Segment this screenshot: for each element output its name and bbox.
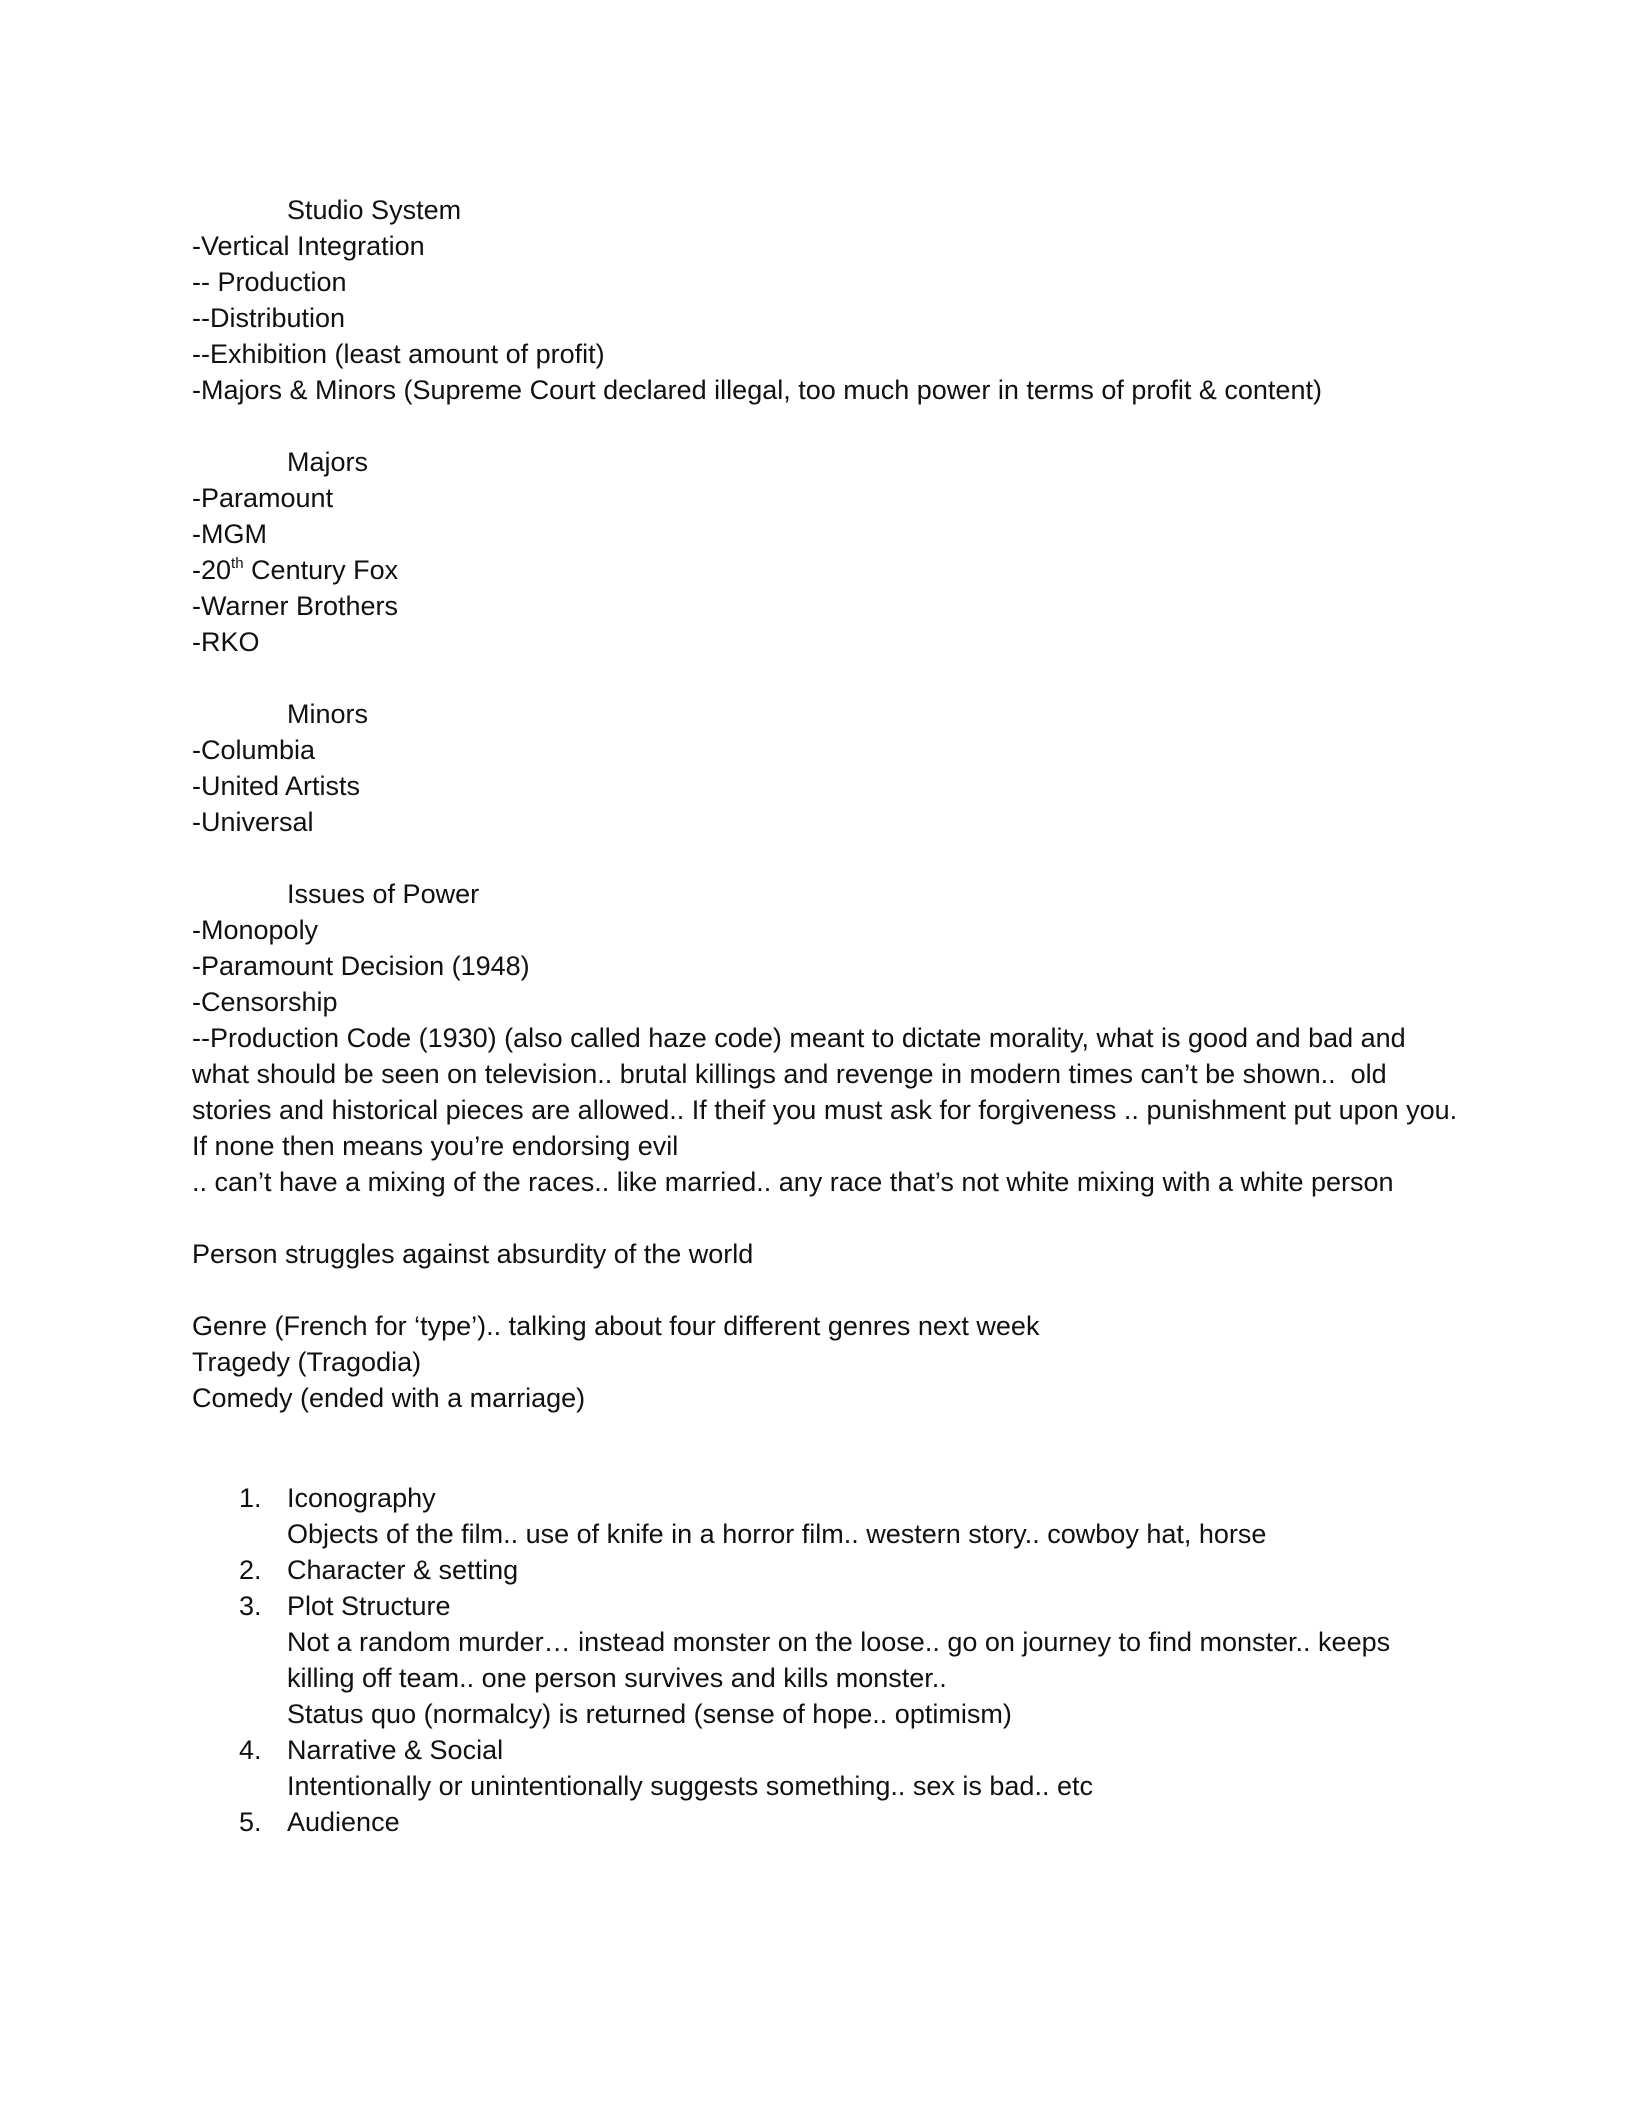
list-item bbox=[192, 1480, 1462, 1552]
list-number: 1. bbox=[239, 1483, 262, 1513]
spacer bbox=[192, 408, 1462, 444]
absurdity-line: Person struggles against absurdity of the world bbox=[192, 1239, 754, 1269]
section-heading: Studio System bbox=[287, 195, 462, 225]
studio-system-section bbox=[192, 192, 1462, 408]
list-item: -Vertical Integration bbox=[192, 231, 425, 261]
spacer bbox=[192, 1272, 1462, 1308]
fox-superscript: th bbox=[231, 555, 244, 572]
list-item-fox bbox=[192, 552, 1462, 588]
list-item: -Monopoly bbox=[192, 915, 319, 945]
list-item: -Censorship bbox=[192, 987, 338, 1017]
list-item-note: Intentionally or unintentionally suggests something.. sex is bad.. etc bbox=[287, 1771, 1093, 1801]
issues-of-power-section bbox=[192, 876, 1465, 1200]
fox-suffix: Century Fox bbox=[243, 555, 399, 585]
list-item: -Warner Brothers bbox=[192, 591, 399, 621]
list-item: --Distribution bbox=[192, 303, 346, 333]
spacer bbox=[192, 840, 1462, 876]
list-item-title: Character & setting bbox=[287, 1555, 519, 1585]
genre-elements-list bbox=[192, 1480, 1462, 1840]
list-number: 3. bbox=[239, 1591, 262, 1621]
list-number: 2. bbox=[239, 1555, 262, 1585]
minors-section bbox=[192, 696, 1462, 840]
list-item-note: Status quo (normalcy) is returned (sense of hope.. optimism) bbox=[287, 1699, 1012, 1729]
list-item-title: Plot Structure bbox=[287, 1591, 451, 1621]
list-item: -Columbia bbox=[192, 735, 316, 765]
section-heading: Issues of Power bbox=[287, 879, 480, 909]
genre-line: Genre (French for ‘type’).. talking about four different genres next week bbox=[192, 1311, 1040, 1341]
list-item: -Majors & Minors (Supreme Court declared illegal, too much power in terms of profit & content) bbox=[192, 375, 1322, 405]
spacer bbox=[192, 1200, 1462, 1236]
genre-line: Tragedy (Tragodia) bbox=[192, 1347, 422, 1377]
mixing-note: .. can’t have a mixing of the races.. like married.. any race that’s not white mixing with a white person bbox=[192, 1167, 1394, 1197]
list-number: 4. bbox=[239, 1735, 262, 1765]
list-item: -Paramount bbox=[192, 483, 334, 513]
list-item bbox=[192, 1732, 1462, 1804]
lecture-notes bbox=[192, 192, 1465, 1840]
list-item: -Paramount Decision (1948) bbox=[192, 951, 530, 981]
production-code-paragraph: --Production Code (1930) (also called haze code) meant to dictate morality, what is good and bad and what should be seen on television.. brutal killings and revenge in modern times can’t be shown.. old stories and historical pieces are allowed.. If theif you must ask for forgiveness .. punishment put upon you. If none then means you’re endorsing evil bbox=[192, 1023, 1465, 1161]
list-item: -- Production bbox=[192, 267, 347, 297]
list-item: -RKO bbox=[192, 627, 260, 657]
list-item: -Universal bbox=[192, 807, 314, 837]
majors-section bbox=[192, 444, 1462, 660]
list-item-title: Iconography bbox=[287, 1483, 436, 1513]
section-heading: Minors bbox=[287, 699, 369, 729]
list-item: -MGM bbox=[192, 519, 267, 549]
fox-prefix: -20 bbox=[192, 555, 232, 585]
spacer bbox=[192, 660, 1462, 696]
list-item-title: Audience bbox=[287, 1807, 400, 1837]
spacer bbox=[192, 1416, 1462, 1480]
list-item bbox=[192, 1804, 1462, 1840]
list-item bbox=[192, 1588, 1462, 1732]
list-number: 5. bbox=[239, 1807, 262, 1837]
list-item: -United Artists bbox=[192, 771, 361, 801]
list-item: --Exhibition (least amount of profit) bbox=[192, 339, 605, 369]
genre-section bbox=[192, 1308, 1462, 1416]
genre-line: Comedy (ended with a marriage) bbox=[192, 1383, 586, 1413]
list-item bbox=[192, 1552, 1462, 1588]
list-item-title: Narrative & Social bbox=[287, 1735, 504, 1765]
list-item-note: Objects of the film.. use of knife in a horror film.. western story.. cowboy hat, horse bbox=[287, 1519, 1267, 1549]
section-heading: Majors bbox=[287, 447, 369, 477]
list-item-note: Not a random murder… instead monster on the loose.. go on journey to find monster.. keeps killing off team.. one person survives and kills monster.. bbox=[287, 1627, 1391, 1693]
